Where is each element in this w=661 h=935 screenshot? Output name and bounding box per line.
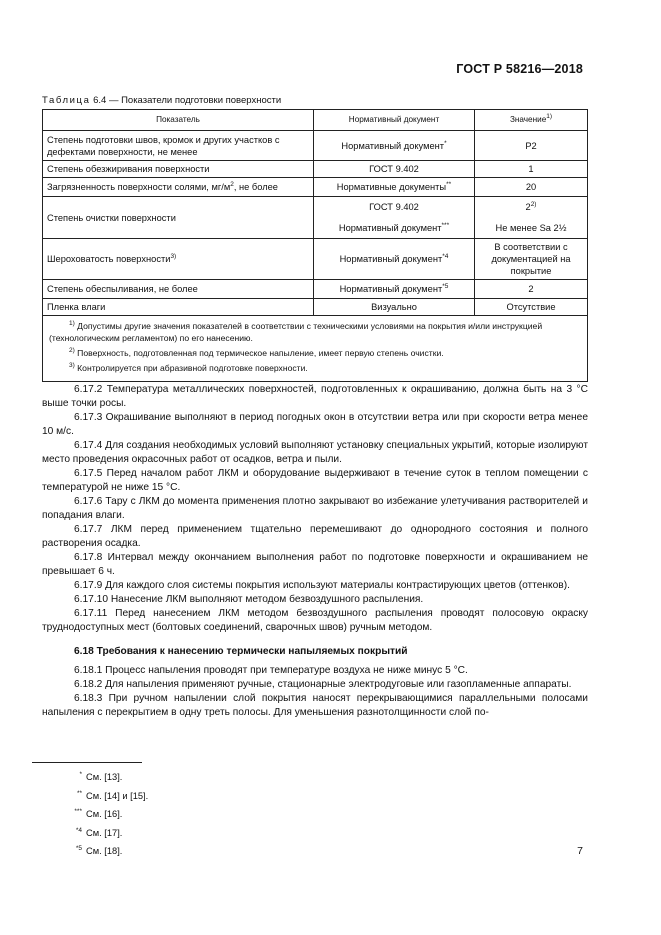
paragraph-6-17-9: 6.17.9 Для каждого слоя системы покрытия используют материалы контрастирующих цветов (оттенков).	[74, 580, 570, 591]
table-row	[43, 197, 588, 218]
paragraph-6-17-3: 6.17.3 Окрашивание выполняют в период погодных окон в отсутствии ветра или при скорости ветра менее 10 м/с.	[42, 412, 588, 437]
table-row	[43, 178, 588, 197]
table-row	[43, 239, 588, 280]
row-value: 2$^{2)}$	[475, 197, 588, 218]
row-value: 1	[475, 161, 588, 178]
paragraph-6-17-2: 6.17.2 Температура металлических поверхностей, подготовленных к окрашиванию, должна быть на 3 °С выше точки росы.	[42, 384, 588, 409]
paragraph-6-17-8: 6.17.8 Интервал между окончанием выполнения работ по подготовке поверхности и окрашиванием не превышает 6 ч.	[42, 552, 588, 577]
body-text	[42, 383, 588, 720]
footnotes	[60, 767, 148, 860]
row-value: 20	[475, 178, 588, 197]
paragraph-6-17-5: 6.17.5 Перед началом работ ЛКМ и оборудование выдерживают в течение суток в теплом помещении с температурой не ниже 15 °С.	[42, 468, 588, 493]
row-indicator: Шероховатость поверхности$^{3)}$	[43, 239, 314, 280]
footnote: * См. [13].	[79, 771, 123, 782]
row-indicator: Пленка влаги	[43, 299, 314, 316]
table-row	[43, 161, 588, 178]
footnote: *** См. [16].	[74, 808, 123, 819]
header-indicator: Показатель	[43, 110, 314, 131]
row-norm-doc: Нормативные документы**	[314, 178, 475, 197]
paragraph-6-18-2: 6.18.2 Для напыления применяют ручные, стационарные электродуговые или газопламенные аппараты.	[74, 679, 572, 690]
row-indicator: Степень подготовки швов, кромок и других участков с дефектами поверхности, не менее	[43, 131, 314, 161]
table-note: $^{2)}$ Поверхность, подготовленная под термическое напыление, имеет первую степень очистки.	[69, 347, 444, 358]
footnote-separator	[32, 762, 142, 763]
table-row	[43, 299, 588, 316]
paragraph-6-18-1: 6.18.1 Процесс напыления проводят при температуре воздуха не ниже минус 5 °С.	[74, 665, 468, 676]
row-norm-doc: Нормативный документ*	[314, 131, 475, 161]
row-indicator: Степень обезжиривания поверхности	[43, 161, 314, 178]
row-norm-doc: Нормативный документ$^{*4}$	[314, 239, 475, 280]
footnote: *4 См. [17].	[75, 826, 123, 838]
table-notes-row	[43, 316, 588, 382]
row-norm-doc: Нормативный документ***	[314, 218, 475, 239]
header-value: Значение$^{1)}$	[475, 110, 588, 131]
paragraph-6-17-11: 6.17.11 Перед нанесением ЛКМ методом безвоздушного распыления проводят полосовую окраску труднодоступных мест (болтовых соединений, сварочных швов) ручным методом.	[42, 608, 588, 633]
table-note: $^{1)}$ Допустимы другие значения показателей в соответствии с техническими условиями на покрытия и/или инструкцией (технологическим регламентом) по его нанесению.	[49, 320, 543, 343]
paragraph-6-17-7: 6.17.7 ЛКМ перед применением тщательно перемешивают до однородного состояния и полного растворения осадка.	[42, 524, 588, 549]
page-number: 7	[577, 845, 583, 857]
table-row	[43, 131, 588, 161]
footnote: *5 См. [18].	[75, 845, 123, 856]
row-value: Отсутствие	[475, 299, 588, 316]
paragraph-6-17-4: 6.17.4 Для создания необходимых условий выполняют установку специальных укрытий, которые изолируют место проведения окрасочных работ от осадков, ветра и пыли.	[42, 440, 588, 465]
table-caption-prefix: Таблица	[42, 95, 91, 106]
row-value: 2	[475, 280, 588, 299]
table-header-row	[43, 110, 588, 131]
header-norm-doc: Нормативный документ	[314, 110, 475, 131]
row-value: Р2	[475, 131, 588, 161]
section-heading-6-18: 6.18 Требования к нанесению термически напыляемых покрытий	[74, 646, 408, 657]
table-caption	[42, 95, 281, 106]
paragraph-6-18-3: 6.18.3 При ручном напылении слой покрытия наносят перекрывающимися параллельными полосами напыления с перекрытием в одну треть полосы. Для уменьшения разнотолщинности слой по-	[42, 693, 588, 718]
table-row	[43, 280, 588, 299]
row-norm-doc: Визуально	[314, 299, 475, 316]
table-caption-title: 6.4 — Показатели подготовки поверхности	[93, 95, 282, 106]
footnote: ** См. [14] и [15].	[76, 789, 149, 801]
table-note: $^{3)}$ Контролируется при абразивной подготовке поверхности.	[69, 362, 308, 373]
row-norm-doc: ГОСТ 9.402	[314, 197, 475, 218]
row-norm-doc: ГОСТ 9.402	[314, 161, 475, 178]
row-indicator: Степень обеспыливания, не более	[43, 280, 314, 299]
document-code: ГОСТ Р 58216—2018	[456, 62, 583, 76]
row-norm-doc: Нормативный документ$^{*5}$	[314, 280, 475, 299]
table-notes	[43, 316, 588, 382]
row-indicator: Степень очистки поверхности	[43, 197, 314, 239]
row-value: В соответствии с документацией на покрытие	[475, 239, 588, 280]
row-indicator: Загрязненность поверхности солями, $мг/м^2$, не более	[43, 178, 314, 197]
row-value: Не менее Sa 2½	[475, 218, 588, 239]
paragraph-6-17-6: 6.17.6 Тару с ЛКМ до момента применения плотно закрывают во избежание улетучивания растворителей и попадания влаги.	[42, 496, 588, 521]
surface-prep-table	[42, 109, 588, 382]
paragraph-6-17-10: 6.17.10 Нанесение ЛКМ выполняют методом безвоздушного распыления.	[74, 594, 424, 605]
